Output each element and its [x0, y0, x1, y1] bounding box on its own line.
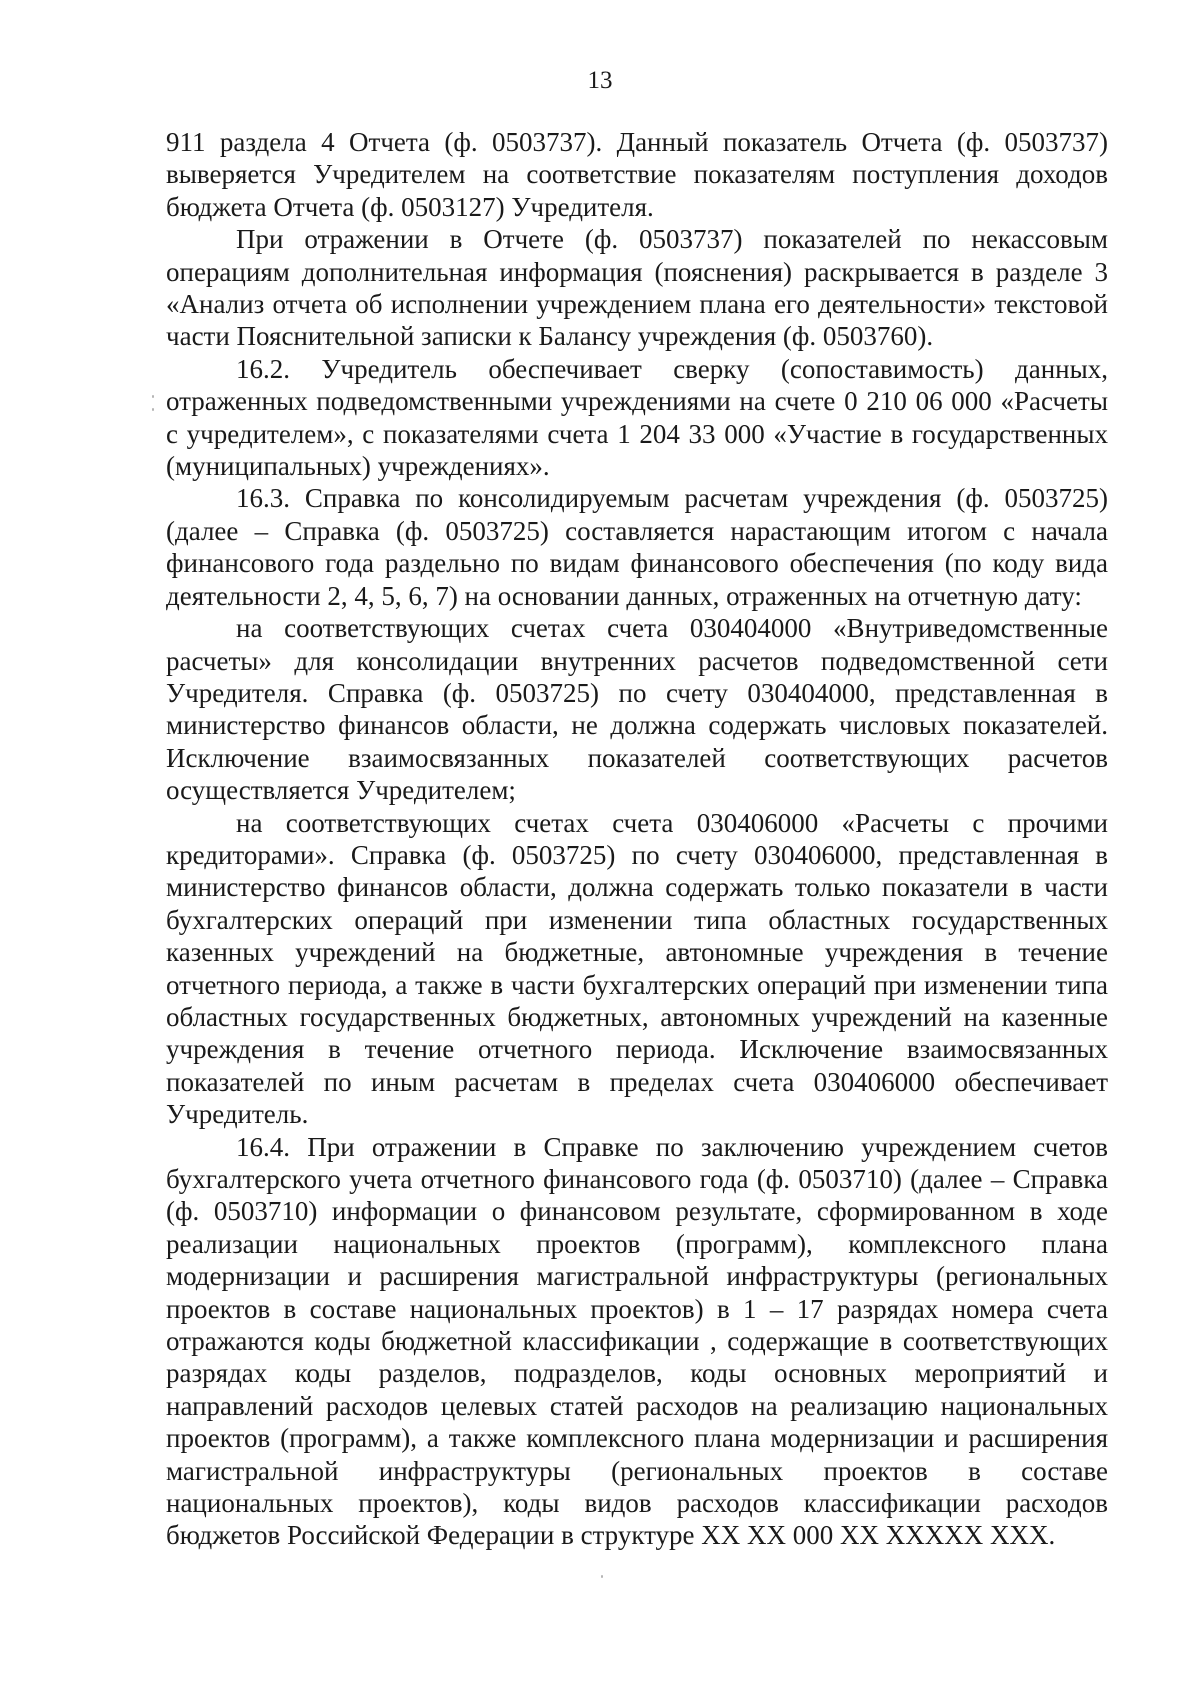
paragraph-16-4: 16.4. При отражении в Справке по заключению учреждением счетов бухгалтерского учета отчетного финансового года (ф. 0503710) (далее – Справка (ф. 0503710) информации о финансовом результате, сформированном в ходе реализации национальных проектов (программ), комплексного плана модернизации и расширения магистральной инфраструктуры (региональных проектов в составе национальных проектов) в 1 – 17 разрядах номера счета отражаются коды бюджетной классификации , содержащие в соответствующих разрядах коды разделов, подразделов, коды основных мероприятий и направлений расходов целевых статей расходов на реализацию национальных проектов (программ), а также комплексного плана модернизации и расширения магистральной инфраструктуры (региональных проектов в составе национальных проектов), коды видов расходов классификации расходов бюджетов Российской Федерации в структуре ХХ ХХ 000 ХХ ХХХХХ ХХХ. — [166, 1131, 1108, 1551]
page-number: 13 — [587, 67, 613, 94]
scan-speck — [601, 1575, 603, 1578]
paragraph-16-3: 16.3. Справка по консолидируемым расчетам учреждения (ф. 0503725) (далее – Справка (ф. 0503725) составляется нарастающим итогом с начала финансового года раздельно по видам финансового обеспечения (по коду вида деятельности 2, 4, 5, 6, 7) на основании данных, отраженных на отчетную дату: — [166, 483, 1108, 611]
document-body — [166, 126, 1108, 1552]
paragraph-continuation: 911 раздела 4 Отчета (ф. 0503737). Данный показатель Отчета (ф. 0503737) выверяется Учредителем на соответствие показателям поступления доходов бюджета Отчета (ф. 0503127) Учредителя. — [166, 127, 1108, 222]
paragraph-account-030406000: на соответствующих счетах счета 030406000 «Расчеты с прочими кредиторами». Справка (ф. 0503725) по счету 030406000, представленная в министерство финансов области, должна содержать только показатели в части бухгалтерских операций при изменении типа областных государственных казенных учреждений на бюджетные, автономные учреждения в течение отчетного периода, а также в части бухгалтерских операций при изменении типа областных государственных бюджетных, автономных учреждений на казенные учреждения в течение отчетного периода. Исключение взаимосвязанных показателей по иным расчетам в пределах счета 030406000 обеспечивает Учредитель. — [166, 807, 1108, 1130]
scan-speck — [152, 395, 154, 398]
scan-speck — [152, 408, 154, 411]
paragraph-account-030404000: на соответствующих счетах счета 030404000 «Внутриведомственные расчеты» для консолидации внутренних расчетов подведомственной сети Учредителя. Справка (ф. 0503725) по счету 030404000, представленная в министерство финансов области, не должна содержать числовых показателей. Исключение взаимосвязанных показателей соответствующих расчетов осуществляется Учредителем; — [166, 613, 1108, 806]
paragraph-noncash-operations: При отражении в Отчете (ф. 0503737) показателей по некассовым операциям дополнительная информация (пояснения) раскрывается в разделе 3 «Анализ отчета об исполнении учреждением плана его деятельности» текстовой части Пояснительной записки к Балансу учреждения (ф. 0503760). — [166, 224, 1108, 352]
paragraph-16-2: 16.2. Учредитель обеспечивает сверку (сопоставимость) данных, отраженных подведомственными учреждениями на счете 0 210 06 000 «Расчеты с учредителем», с показателями счета 1 204 33 000 «Участие в государственных (муниципальных) учреждениях». — [166, 353, 1108, 482]
